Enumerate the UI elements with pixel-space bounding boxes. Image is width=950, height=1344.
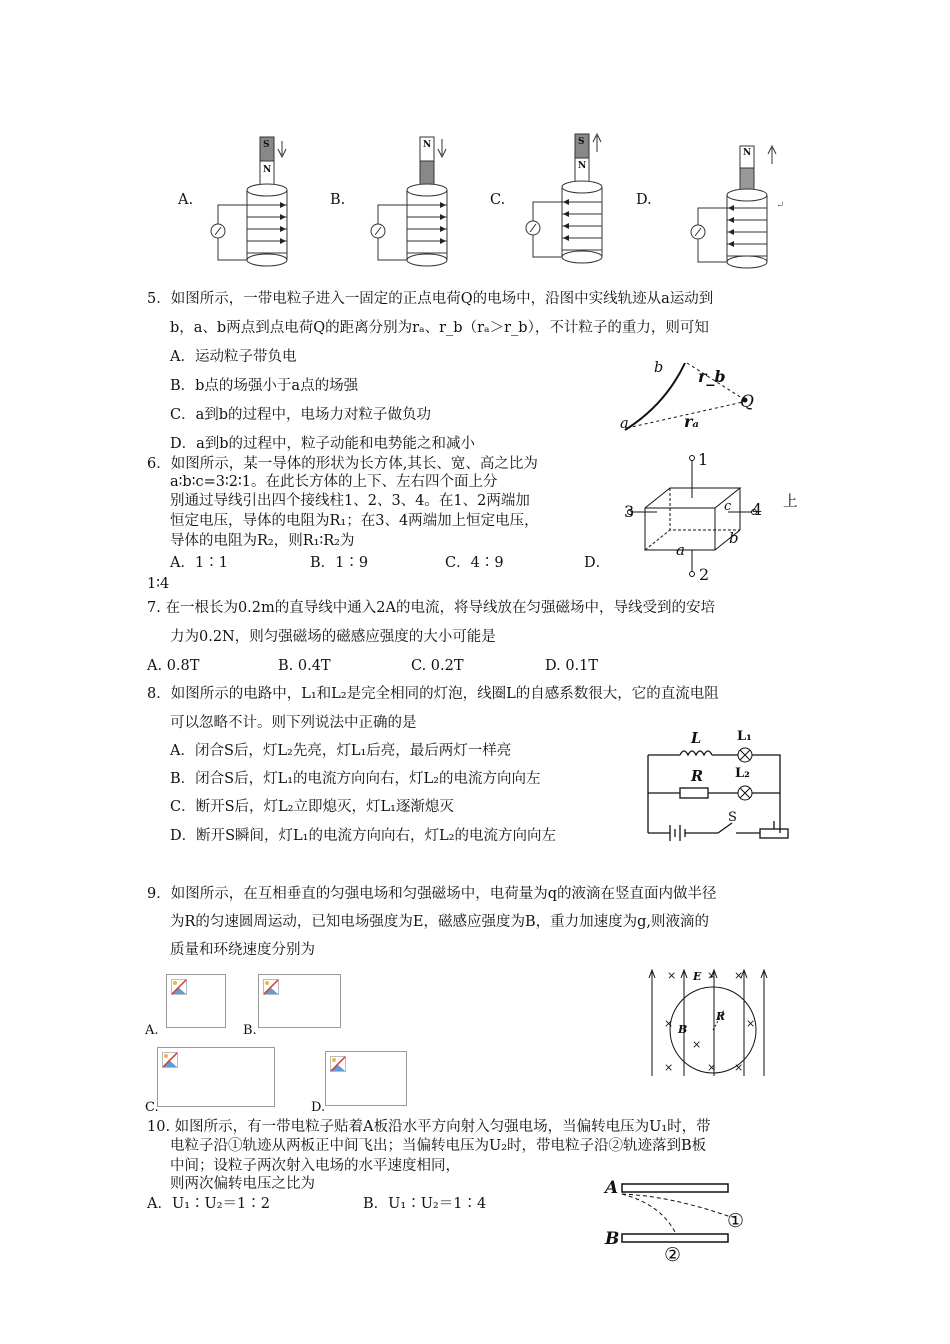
q9-option-c-image (157, 1047, 275, 1107)
q9-cross-4: × (664, 1017, 674, 1030)
q6-fig-edge-a: a (676, 541, 685, 559)
q9-cross-9: × (734, 1061, 744, 1074)
q5-fig-point-a: a (620, 416, 629, 432)
q6-fig-terminal-3: 3 (624, 502, 635, 521)
q8-fig-lamp-l2: L₂ (735, 766, 750, 781)
q9-cross-5: × (746, 1017, 756, 1030)
q6-stem-line3: 别通过导线引出四个接线柱1、2、3、4。在1、2两端加 (170, 493, 530, 509)
q4-option-d-label: D. (636, 192, 652, 208)
q9-fig-label-b: B (678, 1023, 688, 1036)
q9-fig-label-r: R (716, 1010, 726, 1023)
q6-option-d: D． (584, 555, 611, 571)
q5-option-a: A．运动粒子带负电 (170, 349, 297, 365)
q10-fig-path-1: ① (727, 1210, 745, 1232)
q8-stem-line1: 8．如图所示的电路中，L₁和L₂是完全相同的灯泡，线圈L的自感系数很大，它的直流电阻 (147, 686, 719, 702)
q10-stem-line1: 10. 如图所示，有一带电粒子贴着A板沿水平方向射入匀强电场，当偏转电压为U₁时，带 (147, 1119, 711, 1135)
q10-fig-plate-b: B (605, 1229, 620, 1249)
q10-plates-diagram (600, 1176, 770, 1261)
q6-side-text: 上 (783, 494, 798, 510)
q7-option-d: D. 0.1T (545, 658, 599, 674)
q6-fig-edge-b: b (729, 529, 739, 547)
q4-coil-d-pole-top: N (743, 148, 752, 158)
q7-stem-line1: 7. 在一根长为0.2m的直导线中通入2A的电流，将导线放在匀强磁场中，导线受到的安培 (147, 600, 715, 616)
q4-coil-a-pole-top: S (263, 140, 270, 150)
q8-option-d: D．断开S瞬间，灯L₁的电流方向向右，灯L₂的电流方向向左 (170, 828, 556, 844)
q4-coil-c-diagram (515, 130, 625, 270)
q4-stray-mark: ↵ (776, 200, 785, 211)
q4-coil-b-diagram (360, 135, 470, 270)
q9-option-a-label: A. (145, 1023, 159, 1038)
q9-cross-2: × (707, 969, 717, 982)
q5-stem-line2: b，a、b两点到点电荷Q的距离分别为rₐ、r_b（rₐ＞r_b），不计粒子的重力，则可知 (170, 320, 709, 336)
q8-option-c: C．断开S后，灯L₂立即熄灭，灯L₁逐渐熄灭 (170, 799, 454, 815)
q5-option-d: D．a到b的过程中，粒子动能和电势能之和减小 (170, 436, 476, 452)
q5-fig-label-ra: rₐ (684, 412, 699, 431)
q4-coil-d-diagram (680, 140, 790, 270)
q9-stem-line1: 9．如图所示，在互相垂直的匀强电场和匀强磁场中，电荷量为q的液滴在竖直面内做半径 (147, 886, 717, 902)
broken-image-icon (263, 979, 279, 995)
q5-option-b: B．b点的场强小于a点的场强 (170, 378, 359, 394)
q10-fig-plate-a: A (605, 1178, 619, 1198)
q9-option-c-label: C. (145, 1100, 159, 1115)
q4-coil-a-diagram (200, 135, 310, 270)
q9-option-a-image (166, 974, 226, 1028)
q9-option-d-image (325, 1051, 407, 1106)
q6-option-d-continued: 1∶4 (147, 576, 170, 592)
q10-option-a: A．U₁∶U₂＝1∶2 (147, 1196, 270, 1212)
q9-cross-7: × (664, 1061, 674, 1074)
q4-coil-a-pole-bottom: N (263, 165, 272, 175)
q7-option-a: A. 0.8T (147, 658, 200, 674)
q4-option-c-label: C. (490, 192, 506, 208)
q7-stem-line2: 力为0.2N，则匀强磁场的磁感应强度的大小可能是 (170, 629, 496, 645)
q4-coil-c-pole-top: S (578, 137, 585, 147)
q9-cross-3: × (734, 969, 744, 982)
q10-stem-line4: 则两次偏转电压之比为 (170, 1176, 315, 1192)
q10-stem-line2: 电粒子沿①轨迹从两板正中间飞出；当偏转电压为U₂时，带电粒子沿②轨迹落到B板 (170, 1138, 707, 1154)
q5-fig-label-rb: r_b (698, 367, 726, 386)
q10-option-b: B．U₁∶U₂＝1∶4 (363, 1196, 487, 1212)
q9-option-b-image (258, 974, 341, 1028)
q9-option-d-label: D. (311, 1100, 326, 1115)
q6-fig-edge-c: c (724, 499, 732, 514)
q6-option-a: A．1∶1 (170, 555, 228, 571)
broken-image-icon (171, 979, 187, 995)
q4-option-a-label: A. (178, 192, 194, 208)
q4-coil-b-pole-top: N (423, 140, 432, 150)
q9-fig-label-e: E (693, 970, 702, 983)
q6-stem-line4: 恒定电压，导体的电阻为R₁；在3、4两端加上恒定电压， (170, 513, 539, 529)
q6-stem-line2: a∶b∶c=3∶2∶1。在此长方体的上下、左右四个面上分 (170, 474, 498, 490)
q8-fig-resistor-r: R (691, 768, 704, 785)
q9-option-b-label: B. (243, 1023, 257, 1038)
q9-cross-8: × (707, 1061, 717, 1074)
q8-fig-switch-s: S (728, 810, 737, 825)
q8-circuit-diagram (640, 725, 800, 845)
broken-image-icon (162, 1052, 178, 1068)
q8-option-a: A．闭合S后，灯L₂先亮，灯L₁后亮，最后两灯一样亮 (170, 743, 512, 759)
q10-fig-path-2: ② (664, 1244, 682, 1266)
q9-cross-1: × (667, 969, 677, 982)
q8-fig-lamp-l1: L₁ (737, 729, 752, 744)
q8-fig-coil-l: L (691, 730, 702, 747)
q8-option-b: B．闭合S后，灯L₁的电流方向向右，灯L₂的电流方向向左 (170, 771, 541, 787)
q6-stem-line1: 6．如图所示，某一导体的形状为长方体,其长、宽、高之比为 (147, 456, 538, 472)
q5-fig-point-b: b (654, 360, 664, 376)
q6-option-c: C．4∶9 (445, 555, 504, 571)
q6-option-b: B．1∶9 (310, 555, 369, 571)
q7-option-b: B. 0.4T (278, 658, 331, 674)
q6-stem-line5: 导体的电阻为R₂，则R₁∶R₂为 (170, 533, 355, 549)
q10-stem-line3: 中间；设粒子两次射入电场的水平速度相同， (170, 1158, 460, 1174)
q6-fig-terminal-2: 2 (699, 565, 710, 584)
q9-stem-line3: 质量和环绕速度分别为 (170, 942, 315, 958)
q8-stem-line2: 可以忽略不计。则下列说法中正确的是 (170, 715, 417, 731)
q6-fig-terminal-1: 1 (698, 450, 709, 469)
broken-image-icon (330, 1056, 346, 1072)
q9-stem-line2: 为R的匀速圆周运动，已知电场强度为E，磁感应强度为B，重力加速度为g,则液滴的 (170, 914, 710, 930)
q4-option-b-label: B. (330, 192, 346, 208)
q7-option-c: C. 0.2T (411, 658, 464, 674)
q5-stem-line1: 5．如图所示，一带电粒子进入一固定的正点电荷Q的电场中，沿图中实线轨迹从a运动到 (147, 291, 714, 307)
q5-fig-charge-q: Q (740, 392, 754, 412)
q9-cross-6: × (692, 1038, 702, 1051)
q4-coil-c-pole-bottom: N (578, 161, 587, 171)
q5-option-c: C．a到b的过程中，电场力对粒子做负功 (170, 407, 432, 423)
q6-fig-terminal-4: 4 (752, 500, 763, 519)
